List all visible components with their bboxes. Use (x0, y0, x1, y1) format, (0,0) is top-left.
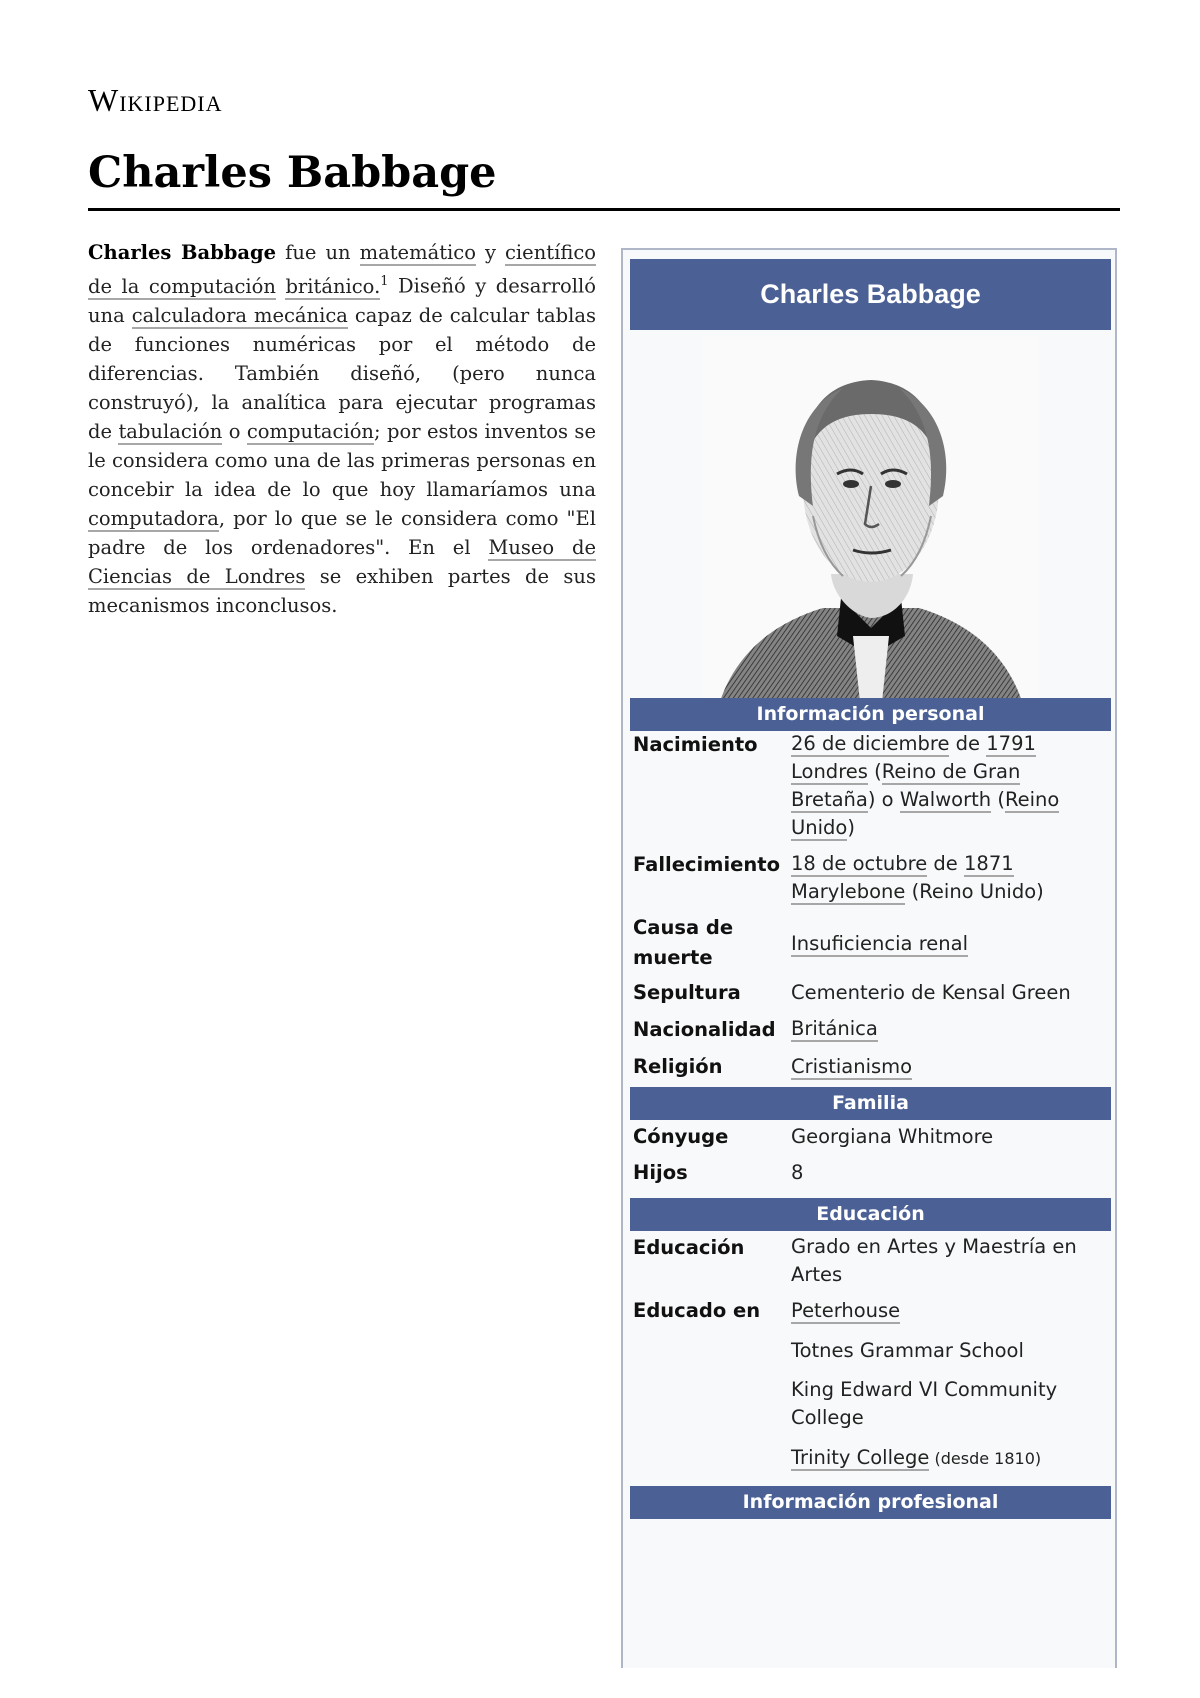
link-cientifico[interactable]: científico de la computación (88, 241, 597, 298)
link-computadora[interactable]: computadora (88, 506, 219, 530)
text: y (475, 241, 506, 264)
value-sepultura: Cementerio de Kensal Green (791, 981, 1071, 1004)
link-birth-country[interactable]: Reino de Gran Bretaña (791, 760, 1021, 811)
label-nacionalidad: Nacionalidad (633, 1018, 776, 1041)
label-nacimiento: Nacimiento (633, 733, 758, 756)
value-nacionalidad (791, 1015, 1091, 1043)
link-nacionalidad[interactable]: Británica (791, 1017, 878, 1040)
text: , por lo que se le considera como "El padre de los ordenadores". En el (88, 506, 596, 559)
value-educado-en-2: Totnes Grammar School (791, 1339, 1024, 1362)
infobox-title: Charles Babbage (630, 259, 1111, 330)
label-educado-en: Educado en (633, 1299, 761, 1322)
text: Diseñó y desarrolló una (88, 274, 596, 327)
link-death-place[interactable]: Marylebone (791, 880, 906, 903)
link-museo[interactable]: Museo de Ciencias de Londres (88, 535, 596, 588)
label-hijos: Hijos (633, 1161, 688, 1184)
text: ) (847, 816, 855, 839)
label-religion: Religión (633, 1055, 723, 1078)
title-divider (88, 208, 1120, 211)
section-informacion-personal: Información personal (630, 698, 1111, 731)
wikipedia-logo[interactable]: Wikipedia (88, 82, 223, 118)
label-causa-muerte: Causa de muerte (633, 916, 734, 969)
link-birth-country-2[interactable]: Reino Unido (791, 788, 1060, 839)
link-tabulacion[interactable]: tabulación (118, 419, 223, 443)
value-educacion: Grado en Artes y Maestría en Artes (791, 1235, 1077, 1286)
text: fue un (276, 241, 360, 264)
value-educado-en-3: King Edward VI Community College (791, 1378, 1058, 1429)
text: capaz de calcular tablas de funciones numéricas por el método de diferencias. También diseñó, (pero nunca construyó), la analítica para ejecutar programas de (88, 303, 596, 443)
link-calculadora[interactable]: calculadora mecánica (131, 303, 348, 327)
label-fallecimiento: Fallecimiento (633, 853, 781, 876)
text: ) o (867, 788, 900, 811)
section-educacion: Educación (630, 1198, 1111, 1231)
link-matematico[interactable]: matemático (359, 241, 476, 264)
text: o (222, 419, 247, 443)
text: de (927, 852, 964, 875)
value-nacimiento (791, 730, 1091, 842)
page-title: Charles Babbage (88, 148, 497, 198)
reference-1[interactable]: 1 (380, 274, 389, 289)
trinity-note: (desde 1810) (929, 1449, 1042, 1468)
text: de (949, 732, 987, 755)
label-educacion: Educación (633, 1236, 745, 1259)
value-educado-en-4 (791, 1444, 1091, 1473)
link-birth-place[interactable]: Londres (791, 760, 868, 783)
text: ; por estos inventos se le considera como una de las primeras personas en concebir la idea de lo que hoy llamaríamos una (88, 419, 596, 501)
link-causa[interactable]: Insuficiencia renal (791, 932, 969, 955)
subject-name: Charles Babbage (88, 241, 277, 264)
section-informacion-profesional: Información profesional (630, 1486, 1111, 1519)
link-trinity-college[interactable]: Trinity College (791, 1446, 930, 1469)
link-britanico[interactable]: británico. (285, 274, 381, 298)
lead-paragraph (88, 238, 596, 620)
link-death-year[interactable]: 1871 (964, 852, 1014, 875)
link-religion[interactable]: Cristianismo (791, 1055, 913, 1078)
text: ( (867, 760, 882, 783)
portrait-image[interactable] (703, 336, 1039, 730)
text: se exhiben partes de sus mecanismos inconclusos. (88, 564, 596, 617)
value-causa-muerte (791, 930, 1091, 958)
label-sepultura: Sepultura (633, 981, 741, 1004)
label-conyuge: Cónyuge (633, 1125, 729, 1148)
value-educado-en-1 (791, 1297, 1091, 1325)
value-hijos: 8 (791, 1161, 804, 1184)
link-computacion[interactable]: computación (246, 419, 374, 443)
link-death-date[interactable]: 18 de octubre (791, 852, 928, 875)
text: ( (991, 788, 1005, 811)
portrait-engraving (703, 336, 1039, 730)
link-birth-date[interactable]: 26 de diciembre (791, 732, 950, 755)
value-fallecimiento (791, 850, 1091, 906)
section-familia: Familia (630, 1087, 1111, 1120)
infobox (621, 248, 1117, 1668)
value-religion (791, 1053, 1091, 1081)
link-birth-year[interactable]: 1791 (986, 732, 1036, 755)
link-birth-place-2[interactable]: Walworth (899, 788, 992, 811)
link-peterhouse[interactable]: Peterhouse (791, 1299, 901, 1322)
value-conyuge: Georgiana Whitmore (791, 1125, 994, 1148)
text: (Reino Unido) (905, 880, 1044, 903)
